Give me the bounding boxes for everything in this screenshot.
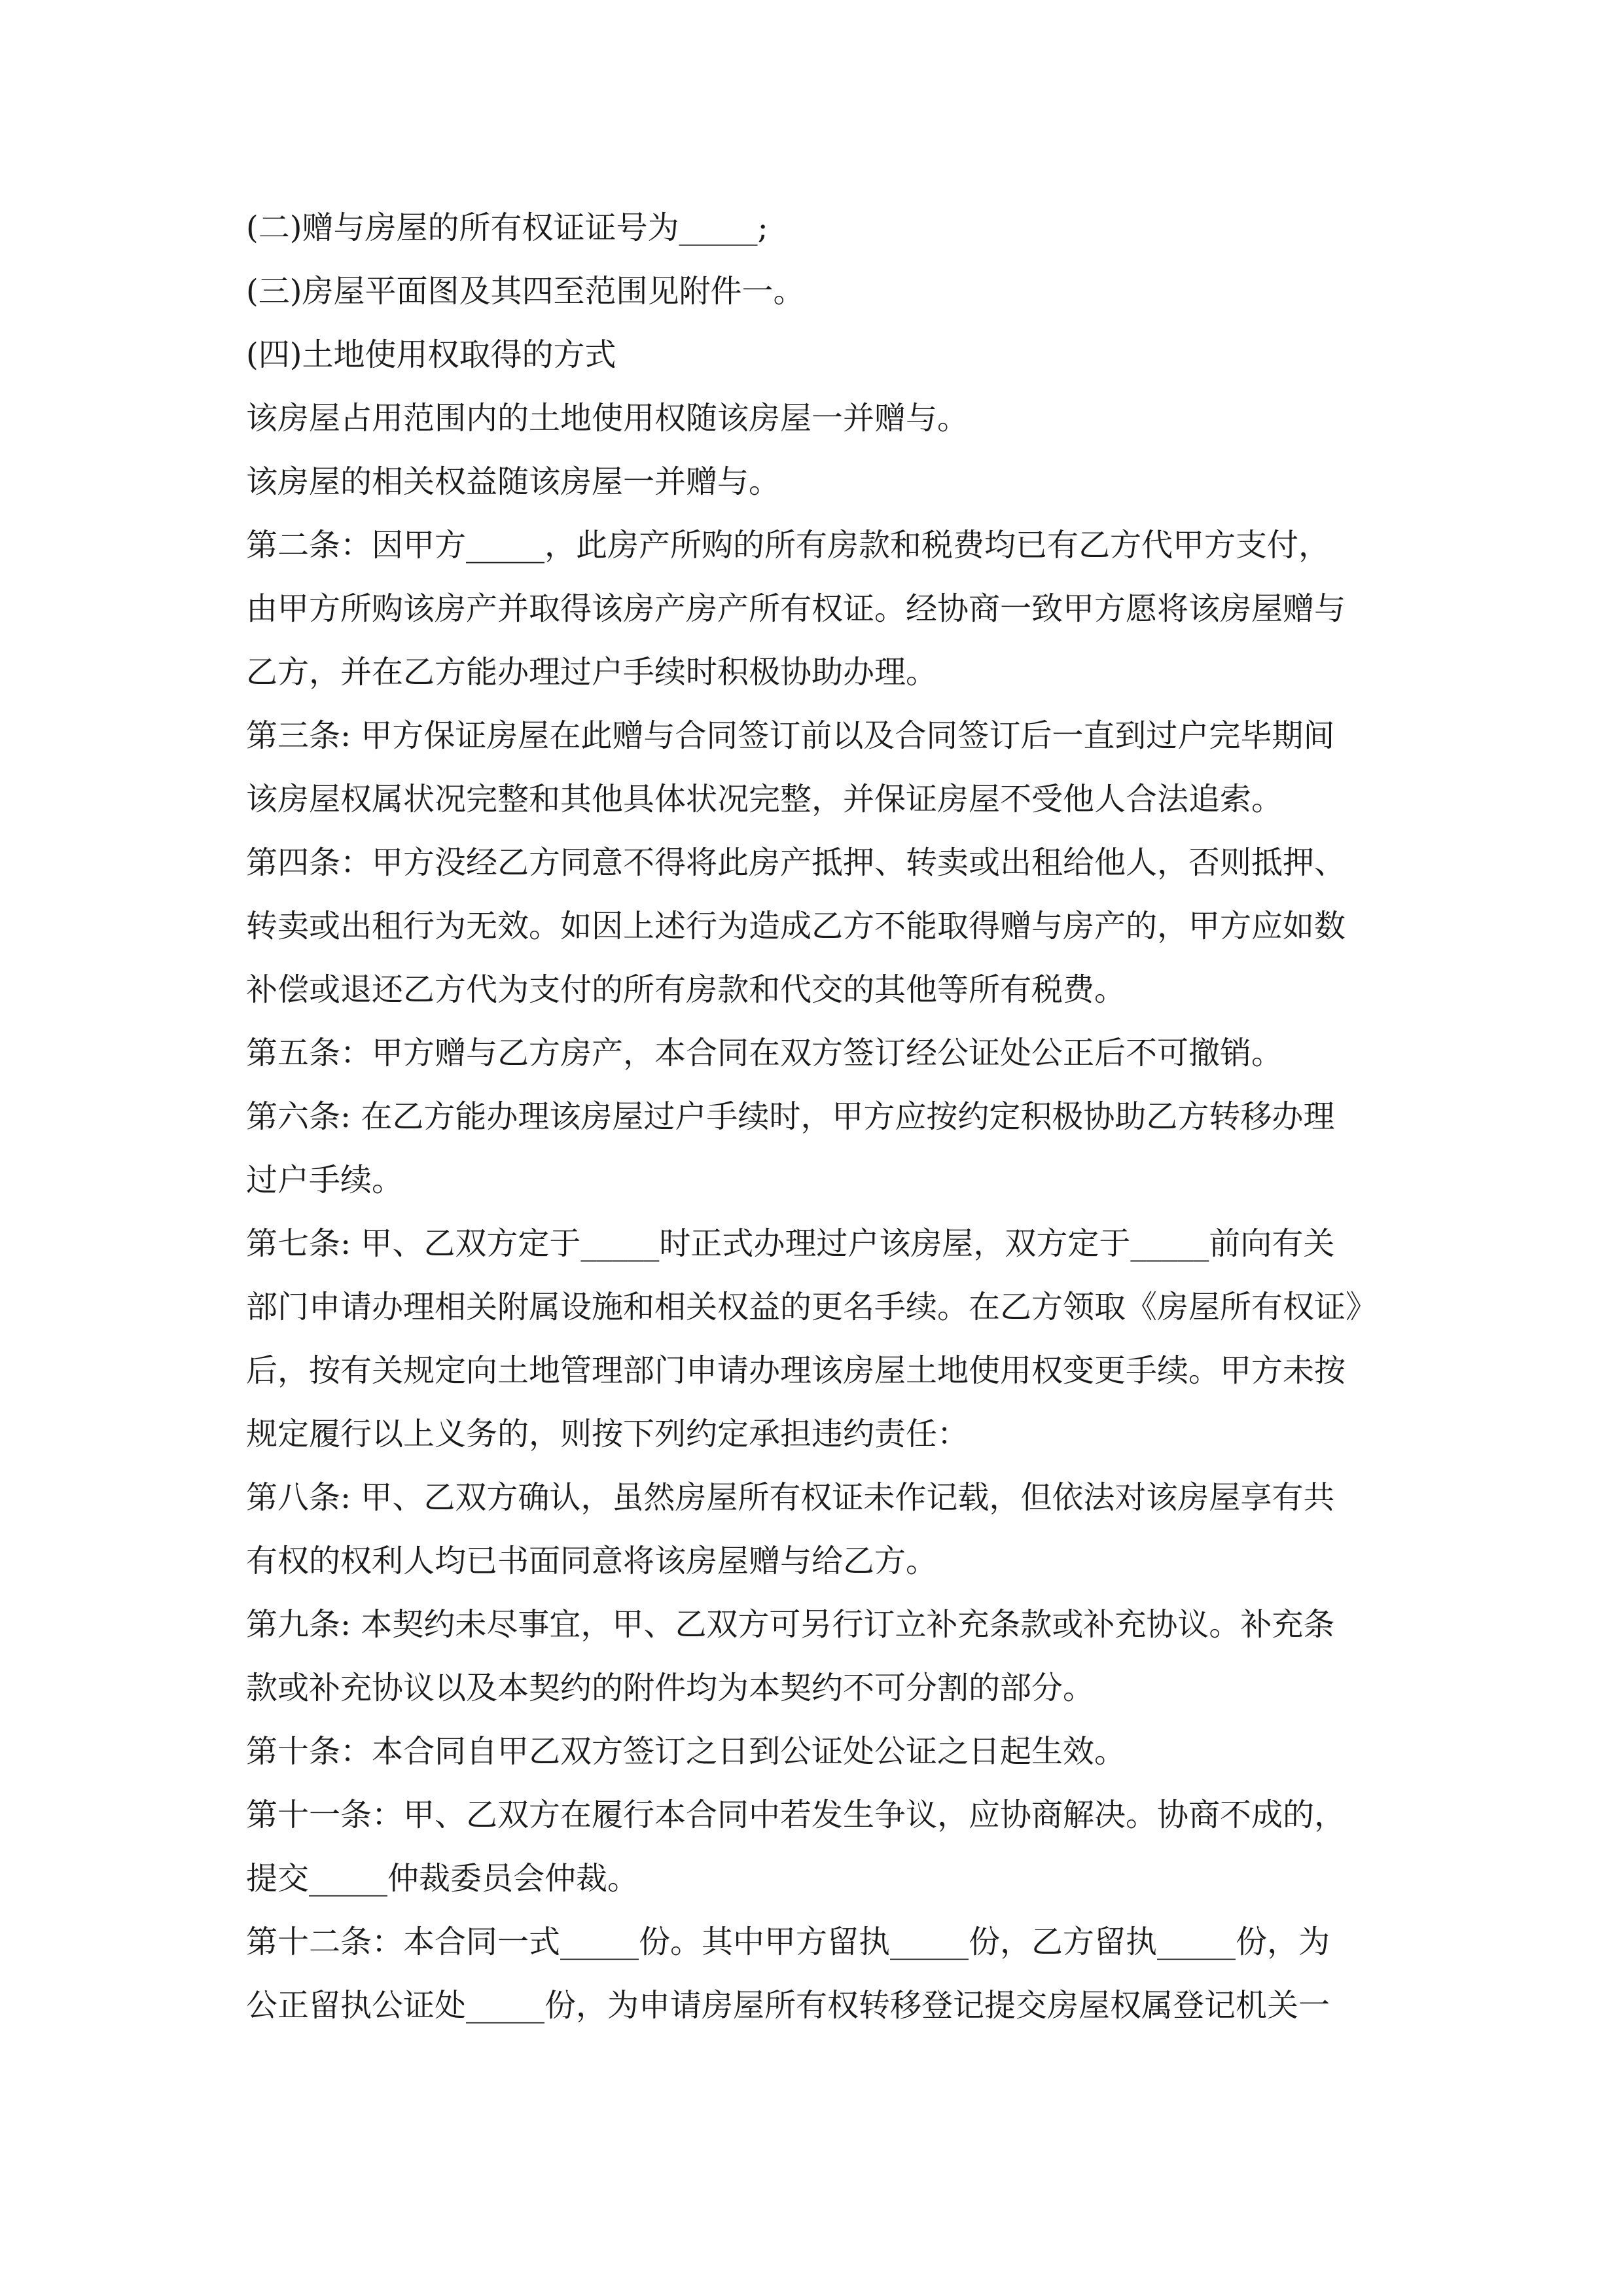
clause-line: 第十二条：本合同一式_____份。其中甲方留执_____份，乙方留执_____份，为 (246, 1924, 1330, 1960)
clause-line: 补偿或退还乙方代为支付的所有房款和代交的其他等所有税费。 (246, 971, 1126, 1008)
clause-line: 第四条：甲方没经乙方同意不得将此房产抵押、转卖或出租给他人，否则抵押、 (246, 844, 1346, 881)
clause-line: 该房屋权属状况完整和其他具体状况完整，并保证房屋不受他人合法追索。 (246, 781, 1283, 817)
document-body (246, 196, 1385, 2037)
clause-line: 转卖或出租行为无效。如因上述行为造成乙方不能取得赠与房产的，甲方应如数 (246, 908, 1346, 944)
clause-line: (四)土地使用权取得的方式 (246, 336, 616, 373)
clause-line: (三)房屋平面图及其四至范围见附件一。 (246, 273, 805, 310)
clause-line: 规定履行以上义务的，则按下列约定承担违约责任： (246, 1416, 969, 1452)
clause-line: 款或补充协议以及本契约的附件均为本契约不可分割的部分。 (246, 1670, 1095, 1706)
clause-line: 该房屋的相关权益随该房屋一并赠与。 (246, 463, 781, 500)
clause-line: 第十条：本合同自甲乙双方签订之日到公证处公证之日起生效。 (246, 1733, 1126, 1770)
clause-line: 第三条: 甲方保证房屋在此赠与合同签订前以及合同签订后一直到过户完毕期间 (246, 717, 1335, 754)
clause-line: 后，按有关规定向土地管理部门申请办理该房屋土地使用权变更手续。甲方未按 (246, 1352, 1346, 1389)
clause-line: 部门申请办理相关附属设施和相关权益的更名手续。在乙方领取《房屋所有权证》 (246, 1289, 1378, 1325)
clause-line: 第十一条：甲、乙双方在履行本合同中若发生争议，应协商解决。协商不成的， (246, 1797, 1346, 1833)
clause-line: 第六条: 在乙方能办理该房屋过户手续时，甲方应按约定积极协助乙方转移办理 (246, 1098, 1335, 1135)
clause-line: 第二条：因甲方_____，此房产所购的所有房款和税费均已有乙方代甲方支付， (246, 527, 1330, 564)
clause-line: 公正留执公证处_____份，为申请房屋所有权转移登记提交房屋权属登记机关一 (246, 1987, 1330, 2024)
clause-line: 第五条：甲方赠与乙方房产，本合同在双方签订经公证处公正后不可撤销。 (246, 1035, 1283, 1071)
clause-line: 第七条: 甲、乙双方定于_____时正式办理过户该房屋，双方定于_____前向有关 (246, 1225, 1335, 1262)
clause-line: 该房屋占用范围内的土地使用权随该房屋一并赠与。 (246, 400, 969, 437)
clause-line: 由甲方所购该房产并取得该房产房产所有权证。经协商一致甲方愿将该房屋赠与 (246, 590, 1346, 627)
clause-line: (二)赠与房屋的所有权证证号为_____; (246, 209, 768, 246)
clause-line: 乙方，并在乙方能办理过户手续时积极协助办理。 (246, 654, 938, 691)
clause-line: 过户手续。 (246, 1162, 404, 1198)
clause-line: 提交_____仲裁委员会仲裁。 (246, 1860, 639, 1897)
clause-line: 第九条: 本契约未尽事宜，甲、乙双方可另行订立补充条款或补充协议。补充条 (246, 1606, 1335, 1643)
clause-line: 第八条: 甲、乙双方确认，虽然房屋所有权证未作记载，但依法对该房屋享有共 (246, 1479, 1335, 1516)
clause-line: 有权的权利人均已书面同意将该房屋赠与给乙方。 (246, 1543, 938, 1579)
